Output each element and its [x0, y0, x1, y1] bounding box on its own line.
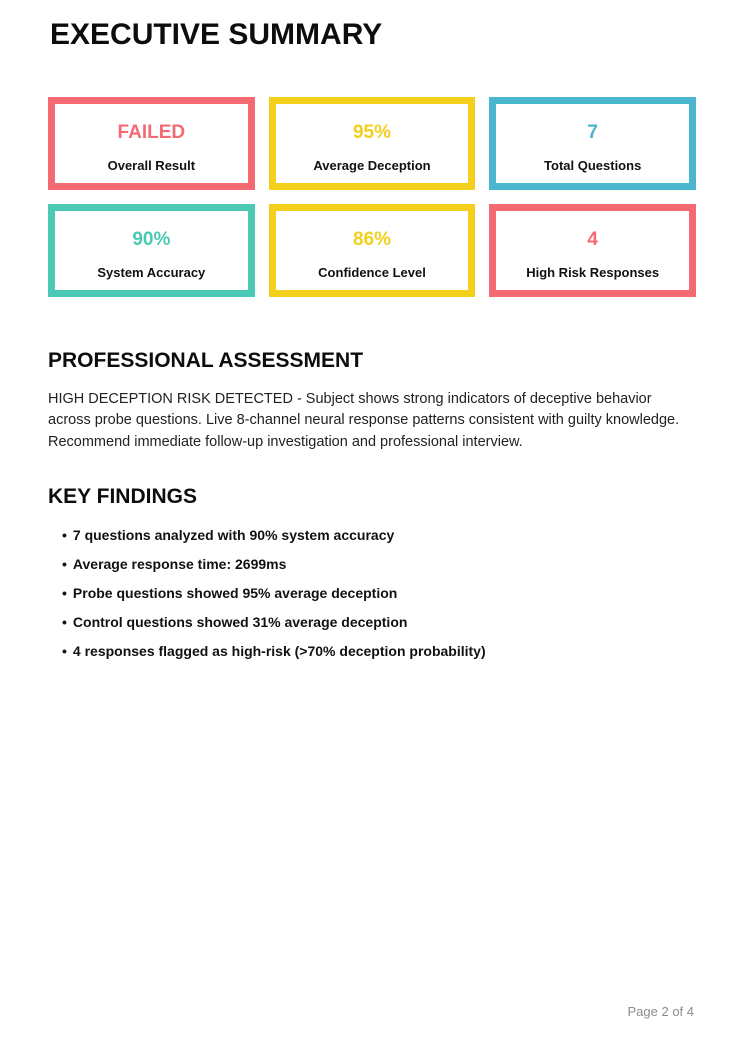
- stat-card-system-accuracy: [48, 204, 255, 297]
- bullet-icon: •: [62, 642, 67, 659]
- stat-card-high-risk-responses: [489, 204, 696, 297]
- stat-value: 7: [587, 122, 598, 143]
- stat-label: Overall Result: [107, 158, 196, 173]
- bullet-icon: •: [62, 613, 67, 630]
- stat-label: Confidence Level: [318, 265, 426, 280]
- key-finding-text: Control questions showed 31% average deception: [72, 613, 408, 630]
- stat-value: 90%: [132, 229, 171, 250]
- key-finding-item: [62, 585, 696, 602]
- key-finding-item: [62, 643, 696, 660]
- key-findings-list: [62, 527, 696, 660]
- stat-label: Total Questions: [544, 158, 642, 173]
- professional-assessment-heading: PROFESSIONAL ASSESSMENT: [48, 349, 364, 372]
- stat-label: Average Deception: [313, 158, 431, 173]
- key-finding-text: 7 questions analyzed with 90% system accuracy: [72, 526, 395, 543]
- stat-card-total-questions: [489, 97, 696, 190]
- key-finding-text: Probe questions showed 95% average deception: [72, 584, 398, 601]
- bullet-icon: •: [62, 584, 67, 601]
- stat-card-average-deception: [269, 97, 476, 190]
- stat-label: System Accuracy: [97, 265, 206, 280]
- stat-card-overall-result: [48, 97, 255, 190]
- key-finding-item: [62, 556, 696, 573]
- key-finding-item: [62, 614, 696, 631]
- key-findings-heading: KEY FINDINGS: [48, 484, 197, 508]
- bullet-icon: •: [62, 555, 67, 572]
- stat-value: FAILED: [117, 122, 186, 143]
- key-finding-text: 4 responses flagged as high-risk (>70% deception probability): [72, 642, 486, 659]
- professional-assessment-body: HIGH DECEPTION RISK DETECTED - Subject shows strong indicators of deceptive behavior across probe questions. Live 8-channel neural response patterns consistent with guilty knowledge. Recommend immediate follow-up investigation and professional interview.: [48, 391, 680, 450]
- page-number: Page 2 of 4: [627, 1004, 694, 1019]
- stat-card-confidence-level: [269, 204, 476, 297]
- stat-value: 95%: [352, 122, 391, 143]
- page-title: EXECUTIVE SUMMARY: [50, 18, 383, 51]
- stat-value: 86%: [352, 229, 391, 250]
- key-finding-item: [62, 527, 696, 544]
- key-finding-text: Average response time: 2699ms: [72, 555, 287, 572]
- stat-label: High Risk Responses: [526, 265, 660, 280]
- summary-stats-grid: [48, 97, 696, 297]
- stat-value: 4: [587, 229, 598, 250]
- bullet-icon: •: [62, 526, 67, 543]
